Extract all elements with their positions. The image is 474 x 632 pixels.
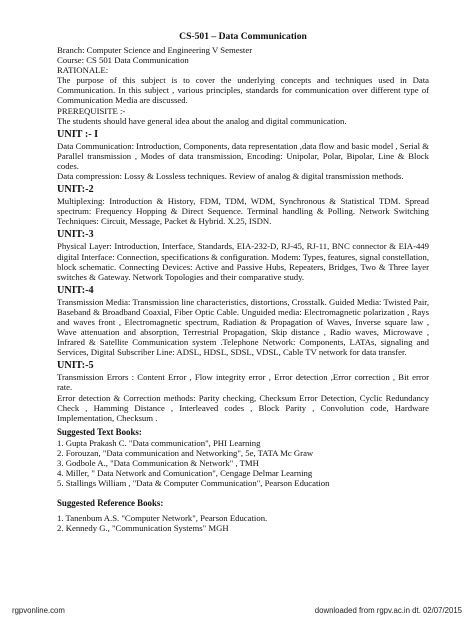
prerequisite-heading: PREREQUISITE :- — [57, 105, 126, 116]
rationale-heading: RATIONALE: — [57, 65, 109, 76]
unit-3-paragraph: Physical Layer: Introduction, Interface, Standards, EIA-232-D, RJ-45, RJ-11, BNC connector & EIA-449 digital Interface: Connection, specifications & configuration. Modem: Types, features, signal constellation, block schematic. Connecting Devices: Active and Passive Hubs, Repeaters, Bridges, Two & Three layer switches & Gateway. Network Topologies and their comparative study. — [57, 241, 429, 282]
unit-4-paragraph: Transmission Media: Transmission line characteristics, distortions, Crosstalk. Guided Media: Twisted Pair, Baseband & Broadband Coaxial, Fiber Optic Cable. Unguided media: Electromagnetic polarization , Rays and waves front , Electromagnetic spectrum, Radiation & Propagation of Waves, Inverse square law , Wave attenuation and absorption, Terrestrial Propagation, Skip distance , Radio waves, Microwave , Infrared & Satellite Communication system .Telephone Network: Components, LATAs, signaling and Services, Digital Subscriber Line: ADSL, HDSL, SDSL, VDSL, Cable TV network for data transfer. — [57, 296, 429, 358]
text-book-item: 2. Forouzan, "Data communication and Networking", 5e, TATA Mc Graw — [57, 447, 314, 458]
reference-book-item: 2. Kennedy G., "Communication Systems" MGH — [57, 523, 229, 534]
text-book-item: 5. Stallings William , "Data & Computer Communication", Pearson Education — [57, 478, 330, 489]
reference-books-heading: Suggested Reference Books: — [57, 498, 164, 509]
unit-5-paragraph: Transmission Errors : Content Error , Flow integrity error , Error detection ,Error correction , Bit error rate. — [57, 372, 429, 393]
unit-2-heading: UNIT:-2 — [57, 184, 94, 196]
unit-1-heading: UNIT :- I — [57, 128, 99, 140]
text-book-item: 1. Gupta Prakash C. "Data communication", PHI Learning — [57, 437, 261, 448]
syllabus-content — [57, 31, 429, 533]
page-title: CS-501 – Data Communication — [179, 31, 307, 42]
text-books-heading: Suggested Text Books: — [57, 426, 142, 437]
unit-5-heading: UNIT:-5 — [57, 360, 94, 372]
branch-line: Branch: Computer Science and Engineering V Semester — [57, 45, 253, 55]
unit-1-paragraph: Data compression: Lossy & Lossless techniques. Review of analog & digital transmission methods. — [57, 171, 404, 182]
footer-source-link[interactable]: rgpvonline.com — [12, 606, 65, 615]
unit-2-paragraph: Multiplexing: Introduction & History, FDM, TDM, WDM, Synchronous & Statistical TDM. Spread spectrum: Frequency Hopping & Direct Sequence. Terminal handling & Polling. Network Switching Techniques: Circuit, Message, Packet & Hybrid. X.25, ISDN. — [57, 196, 429, 227]
footer-download-note: downloaded from rgpv.ac.in dt. 02/07/2015 — [314, 606, 462, 615]
text-book-item: 3. Godbole A., "Data Communication & Network" , TMH — [57, 458, 259, 468]
unit-5-paragraph: Error detection & Correction methods: Parity checking, Checksum Error Detection, Cyclic Redundancy Check , Hamming Distance , Interleaved codes , Block Parity , Convolution code, Hardware Implementation, Checksum . — [57, 392, 429, 423]
unit-1-paragraph: Data Communication: Introduction, Components, data representation ,data flow and basic model , Serial & Parallel transmission , Modes of data transmission, Encoding: Unipolar, Polar, Bipolar, Line & Block codes. — [57, 140, 429, 171]
course-line: Course: CS 501 Data Communication — [57, 55, 189, 66]
unit-3-heading: UNIT:-3 — [57, 229, 94, 241]
text-book-item: 4. Miller, " Data Network and Comunication", Cengage Delmar Learning — [57, 468, 313, 479]
unit-4-heading: UNIT:-4 — [57, 284, 94, 296]
reference-book-item: 1. Tanenbum A.S. "Computer Network", Pearson Education. — [57, 513, 268, 524]
prerequisite-text: The students should have general idea about the analog and digital communication. — [57, 115, 347, 126]
rationale-text: The purpose of this subject is to cover the underlying concepts and techniques used in Data Communication. In this subject , various principles, standards for communication over different type of Communication Media are discussed. — [57, 75, 429, 106]
